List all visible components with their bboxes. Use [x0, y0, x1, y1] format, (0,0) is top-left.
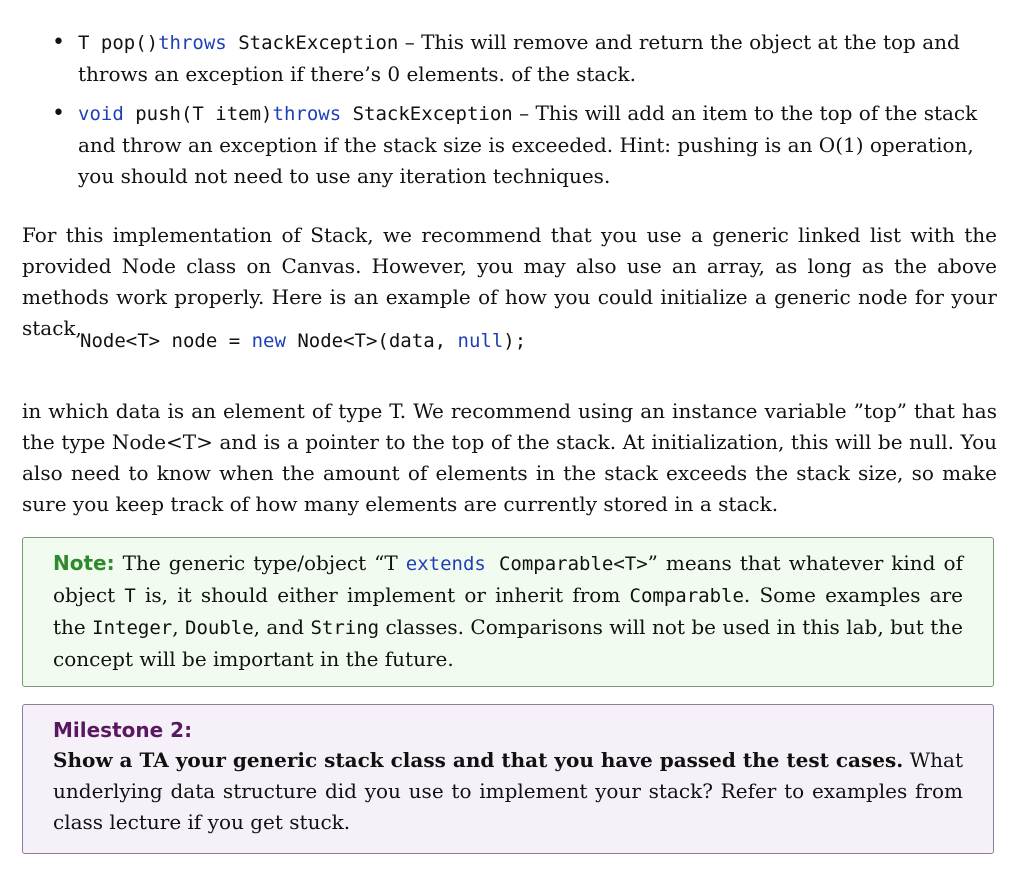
note-label: Note: — [53, 551, 115, 575]
paragraph-implementation: For this implementation of Stack, we recommend that you use a generic linked list with the provided Node class on Canvas. However, you may also use an array, as long as the above methods work properly. Here is an example of how you could initialize a generic node for your stack, — [22, 223, 997, 340]
list-item: • void push(T item)throws StackException – This will add an item to the top of the stack and throw an exception if the stack size is exceeded. Hint: pushing is an O(1) operation, you should not need to use any iteration techniques. — [50, 98, 1000, 192]
method-signature: T pop()throws StackException — [78, 32, 399, 54]
milestone-label: Milestone 2: — [53, 718, 193, 742]
method-description: This will remove and return the object at the top and throws an exception if there’s 0 elements. of the stack. — [78, 30, 960, 86]
code-example: Node<T> node = new Node<T>(data, null); — [80, 330, 527, 352]
milestone-box — [22, 704, 994, 854]
paragraph-top-variable: in which data is an element of type T. We recommend using an instance variable ”top” that has the type Node<T> and is a pointer to the top of the stack. At initialization, this will be null. You also need to know when the amount of elements in the stack exceeds the stack size, so make sure you keep track of how many elements are currently stored in a stack. — [22, 399, 997, 516]
milestone-bold-text: Show a TA your generic stack class and that you have passed the test cases. — [53, 748, 904, 772]
bullet-icon: • — [52, 101, 65, 126]
method-signature: void push(T item)throws StackException — [78, 103, 513, 125]
method-description: This will add an item to the top of the stack and throw an exception if the stack size is exceeded. Hint: pushing is an O(1) operation, you should not need to use any iteration techniques. — [78, 101, 978, 188]
note-box: Note: The generic type/object “T extends Comparable<T>” means that whatever kind of object T is, it should either implement or inherit from Comparable. Some examples are the Integer, Double, and String classes. Comparisons will not be used in this lab, but the concept will be important in the future. — [22, 537, 994, 687]
milestone-text: What underlying data structure did you use to implement your stack? Refer to examples from class lecture if you get stuck. — [53, 748, 963, 834]
list-item: • T pop()throws StackException – This will remove and return the object at the top and throws an exception if there’s 0 elements. of the stack. — [50, 27, 1000, 90]
bullet-icon: • — [52, 30, 65, 55]
method-list — [50, 27, 1000, 200]
